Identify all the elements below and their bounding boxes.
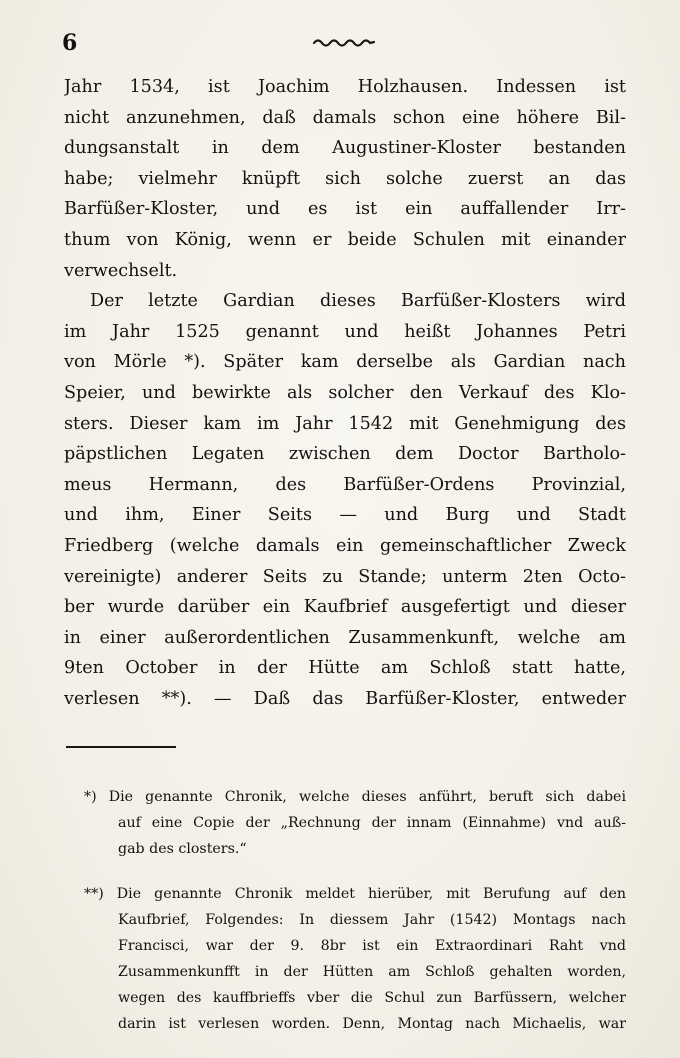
text-line: verlesen **). — Daß das Barfüßer-Kloster, entweder: [64, 688, 626, 709]
footnote-line: Francisci, war der 9. 8br ist ein Extraordinari Raht vnd: [118, 938, 626, 954]
footnote-line: Zusammenkunfft in der Hütten am Schloß gehalten worden,: [118, 964, 626, 980]
text-line: verwechselt.: [64, 260, 178, 281]
text-line: Der letzte Gardian dieses Barfüßer-Klosters wird: [90, 291, 626, 312]
text-line: Speier, und bewirkte als solcher den Verkauf des Klo-: [64, 382, 626, 403]
text-line: sters. Dieser kam im Jahr 1542 mit Genehmigung des: [64, 413, 626, 434]
footnote-first: [84, 784, 626, 862]
text-line: thum von König, wenn er beide Schulen mit einander: [64, 229, 626, 250]
text-line: und ihm, Einer Seits — und Burg und Stadt: [64, 505, 626, 526]
footnote-line: darin ist verlesen worden. Denn, Montag nach Michaelis, war: [118, 1016, 626, 1032]
text-line: dungsanstalt in dem Augustiner-Kloster bestanden: [64, 138, 626, 159]
footnote-line: Kaufbrief, Folgendes: In diessem Jahr (1542) Montags nach: [118, 912, 626, 928]
footnote-line: **) Die genannte Chronik meldet hierüber, mit Berufung auf den: [84, 886, 626, 902]
footnotes: [84, 784, 626, 1037]
footnote-second: [84, 881, 626, 1037]
footnote-divider: [66, 746, 176, 748]
text-line: von Mörle *). Später kam derselbe als Gardian nach: [64, 352, 626, 373]
footnote-line: *) Die genannte Chronik, welche dieses anführt, beruft sich dabei: [84, 789, 626, 805]
text-line: in einer außerordentlichen Zusammenkunft, welche am: [64, 627, 626, 648]
text-line: päpstlichen Legaten zwischen dem Doctor Bartholo-: [64, 444, 626, 465]
text-line: Barfüßer-Kloster, und es ist ein auffallender Irr-: [64, 199, 626, 220]
ornament-icon: [312, 36, 376, 48]
text-line: vereinigte) anderer Seits zu Stande; unterm 2ten Octo-: [64, 566, 626, 587]
text-line: im Jahr 1525 genannt und heißt Johannes Petri: [64, 321, 626, 342]
text-line: ber wurde darüber ein Kaufbrief ausgefertigt und dieser: [64, 597, 626, 618]
text-line: habe; vielmehr knüpft sich solche zuerst an das: [64, 168, 626, 189]
text-line: meus Hermann, des Barfüßer-Ordens Provinzial,: [64, 474, 626, 495]
text-line: Friedberg (welche damals ein gemeinschaftlicher Zweck: [64, 535, 626, 556]
text-line: nicht anzunehmen, daß damals schon eine höhere Bil-: [64, 107, 626, 128]
text-line: Jahr 1534, ist Joachim Holzhausen. Indessen ist: [64, 77, 626, 97]
footnote-line: auf eine Copie der „Rechnung der innam (Einnahme) vnd auß-: [118, 815, 626, 831]
page-number: 6: [62, 30, 78, 56]
footnote-line: gab des closters.“: [118, 841, 247, 857]
main-text: [64, 72, 626, 714]
text-line: 9ten October in der Hütte am Schloß statt hatte,: [64, 658, 626, 679]
footnote-line: wegen des kauffbrieffs vber die Schul zun Barfüssern, welcher: [118, 990, 626, 1006]
